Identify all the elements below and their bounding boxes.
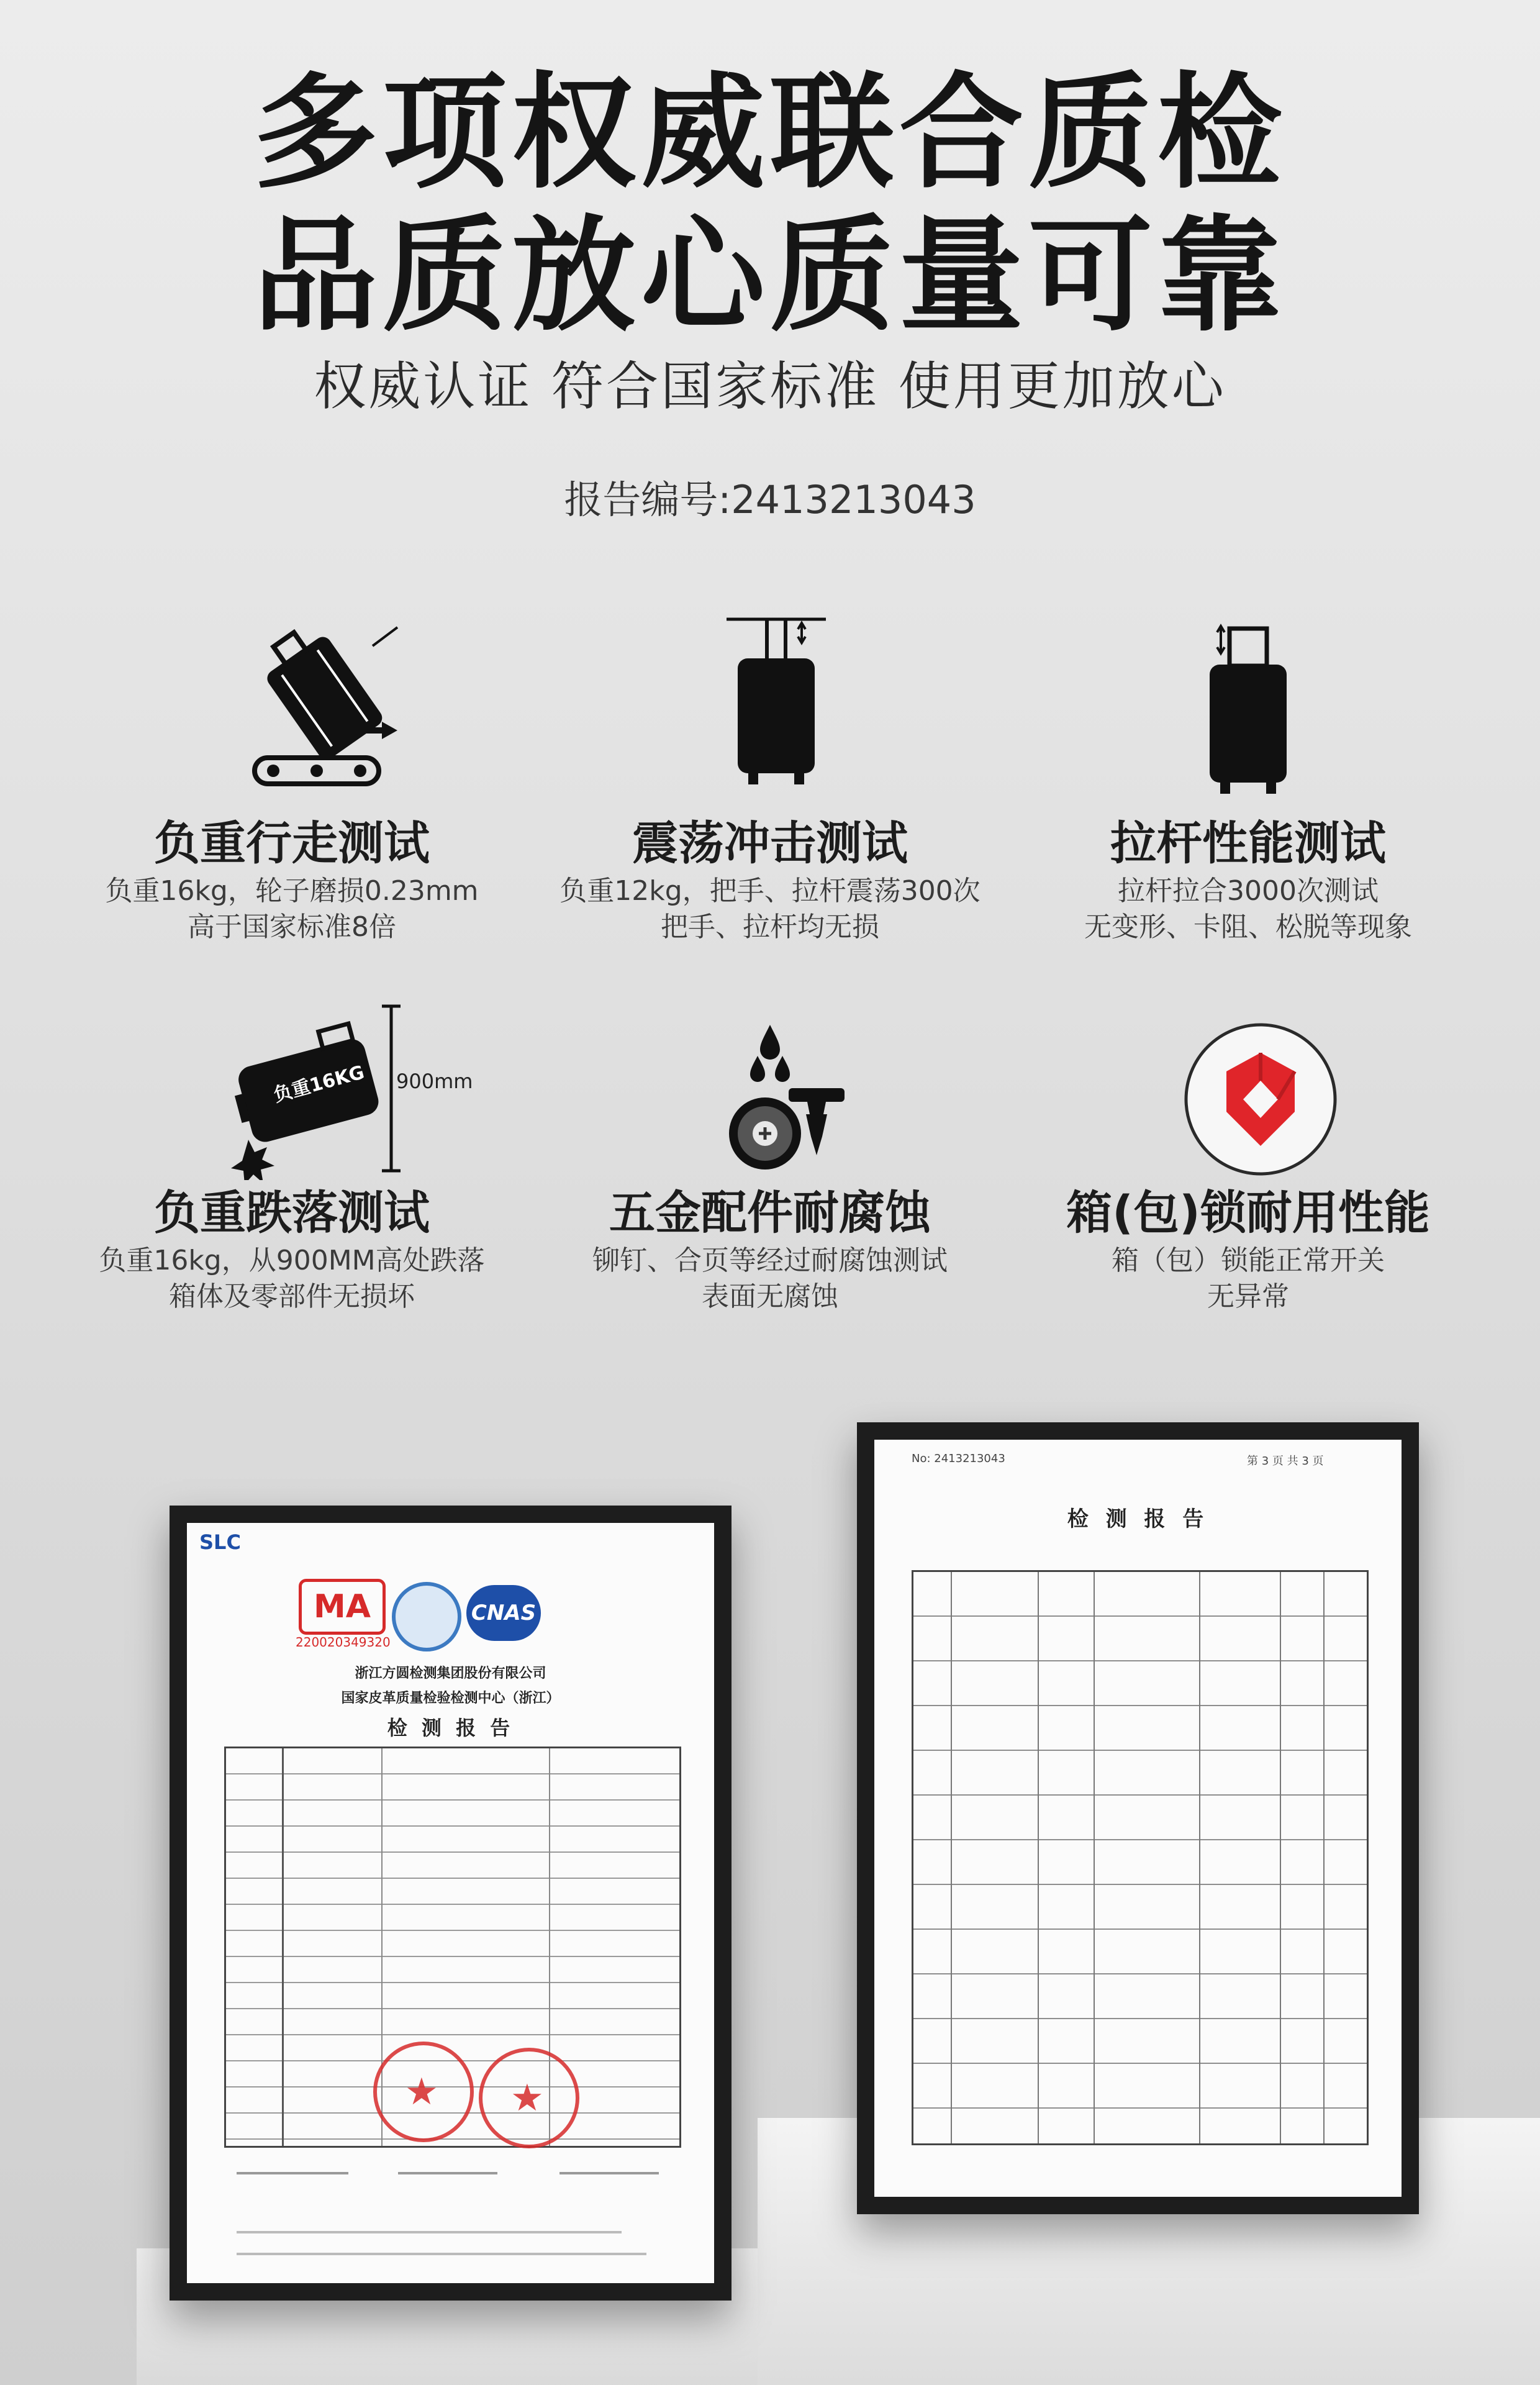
headline-line1: 多项权威联合质检 <box>253 61 1287 206</box>
luggage-vibration-icon <box>714 612 838 798</box>
luggage-treadmill-icon <box>230 621 416 795</box>
feature-desc: 拉杆拉合3000次测试 <box>1118 875 1379 907</box>
certificate-frame-left <box>170 1506 732 2301</box>
feature-desc: 箱体及零部件无损坏 <box>169 1281 415 1312</box>
right-report-no: No: 2413213043 <box>912 1452 1005 1465</box>
ilac-mra-logo <box>392 1582 461 1651</box>
feature-lock-durability <box>1000 1183 1497 1315</box>
certificate-paper-left <box>187 1523 714 2283</box>
feature-desc: 负重16kg，从900MM高处跌落 <box>99 1245 485 1276</box>
certificate-table-right <box>912 1570 1369 2145</box>
feature-desc: 负重12kg，把手、拉杆震荡300次 <box>559 875 981 907</box>
feature-load-walking <box>43 814 540 945</box>
headline-line2: 品质放心质量可靠 <box>253 204 1287 348</box>
feature-title: 箱(包)锁耐用性能 <box>1066 1186 1430 1240</box>
feature-title: 负重行走测试 <box>154 817 430 870</box>
slc-logo: SLC <box>199 1530 241 1554</box>
feature-desc: 铆钉、合页等经过耐腐蚀测试 <box>592 1245 948 1276</box>
feature-desc: 表面无腐蚀 <box>702 1281 838 1312</box>
drop-weight-label: 负重16KG <box>271 1061 367 1107</box>
feature-hardware-corrosion <box>522 1183 1018 1315</box>
certificate-title-left: 检 测 报 告 <box>387 1716 514 1740</box>
right-page: 第 3 页 共 3 页 <box>1247 1455 1324 1468</box>
luggage-handle-icon <box>1186 621 1310 801</box>
feature-pull-handle <box>1000 814 1497 945</box>
cma-code: 220020349320 <box>296 1635 391 1650</box>
feature-desc: 负重16kg，轮子磨损0.23mm <box>105 875 479 907</box>
feature-title: 拉杆性能测试 <box>1110 817 1386 870</box>
drop-height-label: 900mm <box>396 1070 473 1093</box>
lock-icon <box>1180 1019 1341 1180</box>
feature-desc: 箱（包）锁能正常开关 <box>1112 1245 1385 1276</box>
red-seal-1: ★ <box>373 2042 474 2142</box>
certificate-paper-right <box>874 1440 1402 2197</box>
lab-name: 浙江方圆检测集团股份有限公司 <box>355 1665 546 1681</box>
cma-logo: MA <box>299 1579 386 1635</box>
feature-desc: 无变形、卡阻、松脱等现象 <box>1084 911 1412 943</box>
feature-title: 负重跌落测试 <box>154 1186 430 1240</box>
subtitle: 权威认证 符合国家标准 使用更加放心 <box>314 356 1226 417</box>
screw-corrosion-icon <box>720 1019 845 1174</box>
certificate-title-right: 检 测 报 告 <box>1067 1507 1209 1532</box>
feature-desc: 高于国家标准8倍 <box>188 911 396 943</box>
feature-desc: 无异常 <box>1207 1281 1289 1312</box>
red-seal-2: ★ <box>479 2048 579 2148</box>
cnas-logo: CNAS <box>466 1585 541 1641</box>
report-number: 报告编号:2413213043 <box>564 477 976 522</box>
feature-vibration-impact <box>522 814 1018 945</box>
feature-load-drop <box>43 1183 540 1315</box>
center-name: 国家皮革质量检验检测中心（浙江） <box>341 1690 560 1706</box>
feature-title: 震荡冲击测试 <box>632 817 908 870</box>
certificate-frame-right <box>857 1422 1419 2214</box>
feature-title: 五金配件耐腐蚀 <box>609 1186 931 1240</box>
feature-desc: 把手、拉杆均无损 <box>661 911 879 943</box>
